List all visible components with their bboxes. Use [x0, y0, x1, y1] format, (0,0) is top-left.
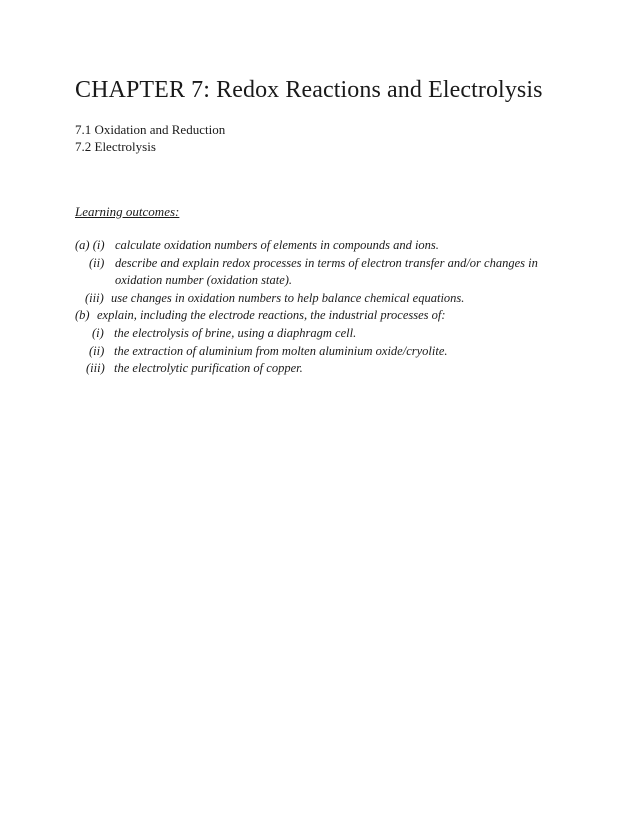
- outcome-label: (iii): [86, 361, 105, 376]
- outcome-label: (i): [92, 325, 104, 340]
- outcome-label: (ii): [89, 255, 105, 270]
- outcome-text: use changes in oxidation numbers to help balance chemical equations.: [111, 290, 465, 305]
- outcome-label: (b): [75, 308, 90, 323]
- outcome-line: [75, 237, 575, 255]
- outcome-line: [75, 343, 575, 361]
- section-list: [75, 121, 225, 155]
- outcome-label: (a) (i): [75, 238, 105, 252]
- section-item: 7.2 Electrolysis: [75, 139, 156, 154]
- section-item: 7.1 Oxidation and Reduction: [75, 122, 226, 137]
- outcome-line: [75, 307, 575, 325]
- outcome-text: the electrolytic purification of copper.: [114, 361, 303, 376]
- chapter-title: CHAPTER 7: Redox Reactions and Electrolysis: [75, 77, 543, 103]
- outcome-text: the electrolysis of brine, using a diaphragm cell.: [114, 325, 357, 340]
- outcome-text: oxidation number (oxidation state).: [115, 273, 293, 288]
- learning-outcomes-heading: Learning outcomes:: [75, 204, 180, 219]
- outcome-label: (ii): [89, 343, 105, 358]
- outcome-label: (iii): [85, 290, 104, 305]
- outcome-line: [75, 360, 575, 378]
- learning-outcomes-list: [75, 237, 575, 378]
- outcome-text: describe and explain redox processes in terms of electron transfer and/or changes in: [115, 255, 538, 270]
- outcome-text: the extraction of aluminium from molten aluminium oxide/cryolite.: [114, 343, 448, 358]
- outcome-line: [75, 272, 575, 290]
- outcome-text: calculate oxidation numbers of elements in compounds and ions.: [115, 238, 439, 252]
- outcome-text: explain, including the electrode reactions, the industrial processes of:: [97, 308, 446, 323]
- outcome-line: [75, 325, 575, 343]
- outcome-line: [75, 255, 575, 273]
- outcome-line: [75, 290, 575, 308]
